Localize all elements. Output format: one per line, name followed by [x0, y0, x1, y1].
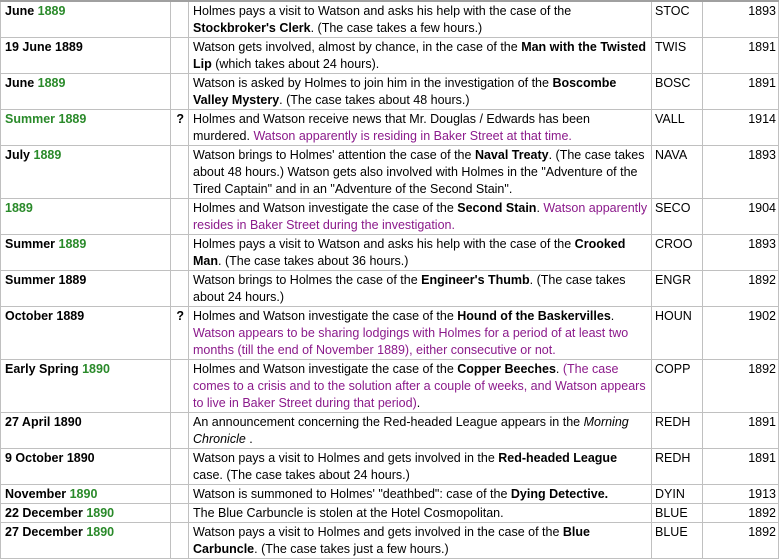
- publication-year-cell[interactable]: 1893: [703, 235, 779, 271]
- publication-year-cell[interactable]: 1892: [703, 271, 779, 307]
- description-cell[interactable]: [189, 485, 652, 504]
- description-text: Watson gets involved, almost by chance, in the case of the: [193, 40, 522, 54]
- publication-year-cell[interactable]: 1891: [703, 74, 779, 110]
- case-title: Hound of the Baskervilles: [457, 309, 611, 323]
- date-cell[interactable]: [1, 110, 171, 146]
- table-row: [1, 360, 779, 413]
- table-row: [1, 413, 779, 449]
- uncertain-marker[interactable]: [171, 360, 189, 413]
- date-year-highlight: 1889: [5, 201, 33, 215]
- date-text: June: [5, 4, 38, 18]
- case-title: Dying Detective.: [510, 487, 609, 501]
- table-row: [1, 110, 779, 146]
- date-text: 9 October 1890: [5, 451, 95, 465]
- description-cell[interactable]: [189, 523, 652, 559]
- description-text: Watson pays a visit to Holmes and gets involved in the case of the: [193, 525, 563, 539]
- uncertain-marker[interactable]: [171, 271, 189, 307]
- date-cell[interactable]: [1, 523, 171, 559]
- description-text: Holmes pays a visit to Watson and asks his help with the case of the: [193, 4, 572, 18]
- description-text: .: [555, 362, 563, 376]
- date-cell[interactable]: [1, 38, 171, 74]
- uncertain-marker[interactable]: [171, 523, 189, 559]
- case-code-cell[interactable]: NAVA: [652, 146, 703, 199]
- date-text: Early Spring: [5, 362, 83, 376]
- description-text: . (The case takes about 48 hours.): [279, 93, 470, 107]
- case-code-cell[interactable]: CROO: [652, 235, 703, 271]
- date-text: November: [5, 487, 70, 501]
- case-code-cell[interactable]: COPP: [652, 360, 703, 413]
- publication-year-cell[interactable]: 1891: [703, 413, 779, 449]
- publication-title: Morning Chronicle: [193, 415, 629, 446]
- date-year-highlight: 1889: [58, 237, 87, 251]
- description-text: . (The case takes about 48 hours.) Watson gets also involved with Holmes in the "Adventure of the Tired Captain" and in an "Adventure of the Second Stain".: [193, 148, 645, 196]
- description-cell[interactable]: [189, 235, 652, 271]
- description-cell[interactable]: [189, 504, 652, 523]
- description-cell[interactable]: [189, 1, 652, 38]
- description-text: . (The case takes a few hours.): [310, 21, 483, 35]
- publication-year-cell[interactable]: 1891: [703, 38, 779, 74]
- date-year-highlight: 1889: [37, 76, 66, 90]
- case-code-cell[interactable]: SECO: [652, 199, 703, 235]
- description-cell[interactable]: [189, 110, 652, 146]
- description-text: Watson is summoned to Holmes' "deathbed": case of the: [193, 487, 511, 501]
- case-code-cell[interactable]: BLUE: [652, 523, 703, 559]
- description-cell[interactable]: [189, 74, 652, 110]
- description-text: Holmes and Watson investigate the case of the: [193, 309, 458, 323]
- case-title: Stockbroker's Clerk: [193, 21, 311, 35]
- description-text: Holmes and Watson receive news that Mr. Douglas / Edwards has been murdered.: [193, 112, 590, 143]
- table-row: [1, 523, 779, 559]
- case-title: Copper Beeches: [457, 362, 556, 376]
- case-title: Boscombe Valley Mystery: [193, 76, 617, 107]
- case-code-cell[interactable]: BLUE: [652, 504, 703, 523]
- table-row: [1, 199, 779, 235]
- date-year-highlight: 1890: [86, 525, 115, 539]
- publication-year-cell[interactable]: 1904: [703, 199, 779, 235]
- date-text: 27 December: [5, 525, 87, 539]
- description-text: An announcement concerning the Red-headed League appears in the: [193, 415, 584, 429]
- description-text: Holmes and Watson investigate the case of the: [193, 201, 458, 215]
- date-cell[interactable]: [1, 307, 171, 360]
- description-cell[interactable]: [189, 271, 652, 307]
- description-text: . (The case takes about 24 hours.): [193, 273, 626, 304]
- case-title: Man with the Twisted Lip: [193, 40, 646, 71]
- description-cell[interactable]: [189, 146, 652, 199]
- table-row: [1, 504, 779, 523]
- table-row: [1, 307, 779, 360]
- date-year-highlight: 1889: [37, 4, 66, 18]
- date-text: Summer 1889: [5, 273, 87, 287]
- case-title: Second Stain: [457, 201, 537, 215]
- description-text: Watson is asked by Holmes to join him in the investigation of the: [193, 76, 553, 90]
- description-text: The Blue Carbuncle is stolen at the Hotel Cosmopolitan.: [193, 506, 504, 520]
- date-cell[interactable]: [1, 1, 171, 38]
- description-cell[interactable]: [189, 307, 652, 360]
- description-text: .: [536, 201, 544, 215]
- uncertain-marker[interactable]: [171, 504, 189, 523]
- description-text: Holmes pays a visit to Watson and asks his help with the case of the: [193, 237, 575, 251]
- date-year-highlight: 1890: [69, 487, 98, 501]
- description-text: (which takes about 24 hours).: [211, 57, 380, 71]
- table-row: [1, 449, 779, 485]
- date-cell[interactable]: [1, 413, 171, 449]
- table-row: [1, 235, 779, 271]
- uncertain-marker[interactable]: [171, 199, 189, 235]
- table-row: [1, 485, 779, 504]
- description-text: .: [245, 432, 253, 446]
- table-row: [1, 271, 779, 307]
- uncertain-marker[interactable]: [171, 1, 189, 38]
- residence-note: Watson appears to be sharing lodgings with Holmes for a period of at least two months (till the end of November 1889), either consecutive or not.: [193, 326, 629, 357]
- case-title: Crooked Man: [193, 237, 626, 268]
- date-cell[interactable]: [1, 199, 171, 235]
- description-cell[interactable]: [189, 413, 652, 449]
- publication-year-cell[interactable]: 1902: [703, 307, 779, 360]
- description-text: Watson brings to Holmes' attention the case of the: [193, 148, 475, 162]
- date-year-highlight: 1889: [33, 148, 62, 162]
- date-cell[interactable]: [1, 449, 171, 485]
- case-code-cell[interactable]: HOUN: [652, 307, 703, 360]
- date-cell[interactable]: [1, 485, 171, 504]
- date-year-highlight: 1890: [82, 362, 110, 376]
- publication-year-cell[interactable]: 1893: [703, 1, 779, 38]
- date-cell[interactable]: [1, 235, 171, 271]
- uncertain-marker[interactable]: [171, 38, 189, 74]
- publication-year-cell[interactable]: 1892: [703, 504, 779, 523]
- description-cell[interactable]: [189, 360, 652, 413]
- case-title: Engineer's Thumb: [421, 273, 530, 287]
- case-code-cell[interactable]: VALL: [652, 110, 703, 146]
- residence-note: Watson apparently resides in Baker Street during the investigation.: [193, 201, 648, 232]
- date-cell[interactable]: [1, 360, 171, 413]
- date-text: 22 December: [5, 506, 87, 520]
- case-code-cell[interactable]: REDH: [652, 413, 703, 449]
- case-title: Red-headed League: [498, 451, 618, 465]
- date-cell[interactable]: [1, 146, 171, 199]
- residence-note: (The case comes to a crisis and to the solution after a couple of weeks, and Watson appears to live in Baker Street during that period): [193, 362, 646, 410]
- description-text: Watson pays a visit to Holmes and gets involved in the: [193, 451, 499, 465]
- date-text: 19 June 1889: [5, 40, 83, 54]
- case-code-cell[interactable]: ENGR: [652, 271, 703, 307]
- uncertain-marker[interactable]: ?: [171, 307, 189, 360]
- table-row: [1, 146, 779, 199]
- uncertain-marker[interactable]: [171, 449, 189, 485]
- description-text: . (The case takes just a few hours.): [254, 542, 449, 556]
- table-row: [1, 74, 779, 110]
- publication-year-cell[interactable]: 1891: [703, 449, 779, 485]
- residence-note: Watson apparently is residing in Baker Street at that time.: [253, 129, 572, 143]
- case-code-cell[interactable]: BOSC: [652, 74, 703, 110]
- date-text: October 1889: [5, 309, 85, 323]
- case-code-cell[interactable]: STOC: [652, 1, 703, 38]
- description-text: .: [610, 309, 615, 323]
- date-text: Summer: [5, 237, 59, 251]
- uncertain-marker[interactable]: [171, 235, 189, 271]
- publication-year-cell[interactable]: 1892: [703, 523, 779, 559]
- date-cell[interactable]: [1, 74, 171, 110]
- description-text: . (The case takes about 36 hours.): [218, 254, 409, 268]
- description-text: Holmes and Watson investigate the case of the: [193, 362, 458, 376]
- date-text: 27 April 1890: [5, 415, 82, 429]
- chronology-table-body: [1, 1, 779, 559]
- description-cell[interactable]: [189, 199, 652, 235]
- date-cell[interactable]: [1, 271, 171, 307]
- date-year-highlight: Summer 1889: [5, 112, 87, 126]
- description-cell[interactable]: [189, 38, 652, 74]
- case-title: Blue Carbuncle: [193, 525, 590, 556]
- description-text: Watson brings to Holmes the case of the: [193, 273, 422, 287]
- publication-year-cell[interactable]: 1913: [703, 485, 779, 504]
- date-cell[interactable]: [1, 504, 171, 523]
- date-text: June: [5, 76, 38, 90]
- description-text: case. (The case takes about 24 hours.): [193, 468, 410, 482]
- description-text: .: [416, 396, 421, 410]
- case-code-cell[interactable]: DYIN: [652, 485, 703, 504]
- case-code-cell[interactable]: TWIS: [652, 38, 703, 74]
- uncertain-marker[interactable]: [171, 485, 189, 504]
- publication-year-cell[interactable]: 1914: [703, 110, 779, 146]
- case-code-cell[interactable]: REDH: [652, 449, 703, 485]
- publication-year-cell[interactable]: 1892: [703, 360, 779, 413]
- publication-year-cell[interactable]: 1893: [703, 146, 779, 199]
- table-row: [1, 38, 779, 74]
- uncertain-marker[interactable]: [171, 413, 189, 449]
- uncertain-marker[interactable]: [171, 146, 189, 199]
- uncertain-marker[interactable]: ?: [171, 110, 189, 146]
- case-title: Naval Treaty: [474, 148, 549, 162]
- date-year-highlight: 1890: [86, 506, 115, 520]
- table-row: [1, 1, 779, 38]
- description-cell[interactable]: [189, 449, 652, 485]
- uncertain-marker[interactable]: [171, 74, 189, 110]
- date-text: July: [5, 148, 34, 162]
